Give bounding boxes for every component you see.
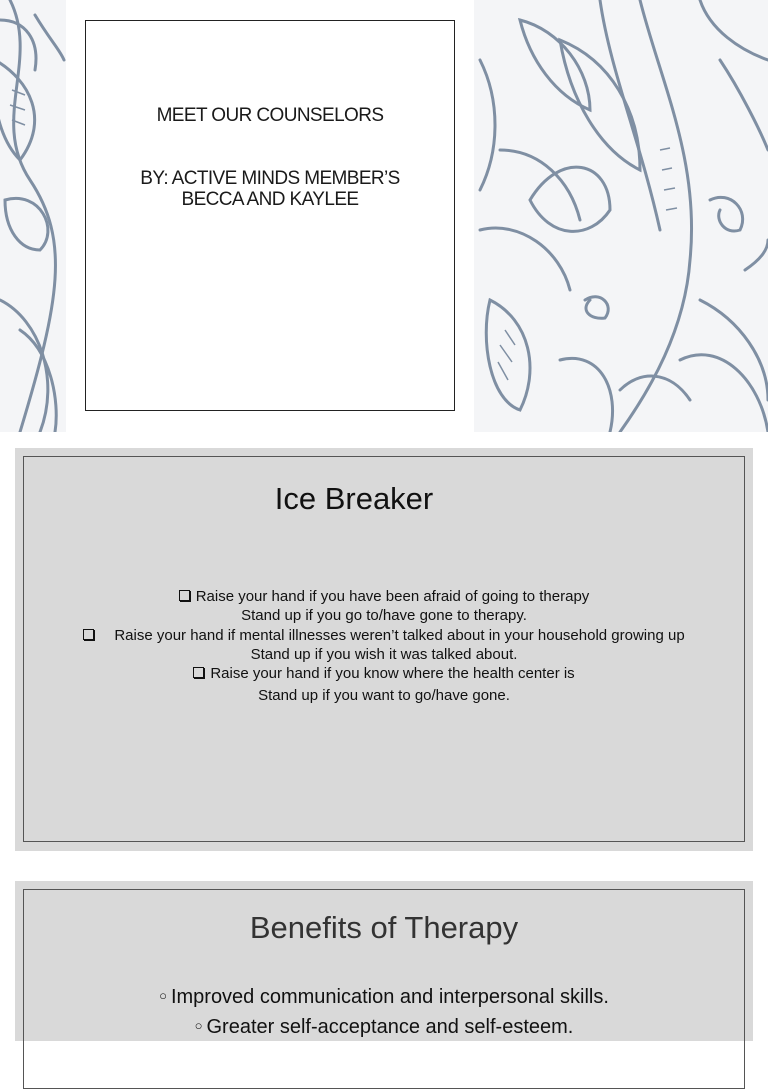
slide-title: MEET OUR COUNSELORS xyxy=(156,105,384,126)
list-item xyxy=(24,986,744,1016)
list-item xyxy=(24,606,744,625)
title-slide xyxy=(0,0,768,432)
benefits-list xyxy=(24,986,744,1046)
checkbox-icon xyxy=(193,667,204,678)
list-item-text: Stand up if you wish it was talked about. xyxy=(250,645,518,663)
slide-frame xyxy=(23,456,745,842)
list-item xyxy=(24,1016,744,1046)
list-item-text: Improved communication and interpersonal skills. xyxy=(170,986,609,1008)
ice-breaker-slide xyxy=(15,448,753,851)
subtitle-line-2: BECCA AND KAYLEE xyxy=(181,189,359,210)
list-item xyxy=(24,664,744,683)
checkbox-icon xyxy=(179,590,190,601)
list-item-text: Greater self-acceptance and self-esteem. xyxy=(206,1016,574,1038)
list-item-text: Raise your hand if mental illnesses weren’t talked about in your household growing up xyxy=(114,626,685,644)
list-item-text: Stand up if you go to/have gone to therapy. xyxy=(241,607,527,625)
benefits-title: Benefits of Therapy xyxy=(249,910,519,945)
slide-frame xyxy=(23,889,745,1089)
list-item xyxy=(24,686,744,705)
list-item xyxy=(24,587,744,606)
title-box xyxy=(85,20,455,411)
benefits-slide xyxy=(15,881,753,1041)
list-item-text: Stand up if you want to go/have gone. xyxy=(258,687,510,705)
list-item xyxy=(24,626,744,645)
ice-breaker-list xyxy=(24,587,744,706)
list-item-text: Raise your hand if you have been afraid of going to therapy xyxy=(195,588,590,605)
ice-breaker-title: Ice Breaker xyxy=(274,481,434,516)
list-item xyxy=(24,645,744,664)
bullet-icon: ○ xyxy=(194,1018,203,1033)
slide-subtitle xyxy=(86,168,454,210)
checkbox-icon xyxy=(83,629,94,640)
subtitle-line-1: BY: ACTIVE MINDS MEMBER’S xyxy=(140,168,400,189)
bullet-icon: ○ xyxy=(159,988,167,1003)
list-item-text: Raise your hand if you know where the health center is xyxy=(210,665,575,683)
